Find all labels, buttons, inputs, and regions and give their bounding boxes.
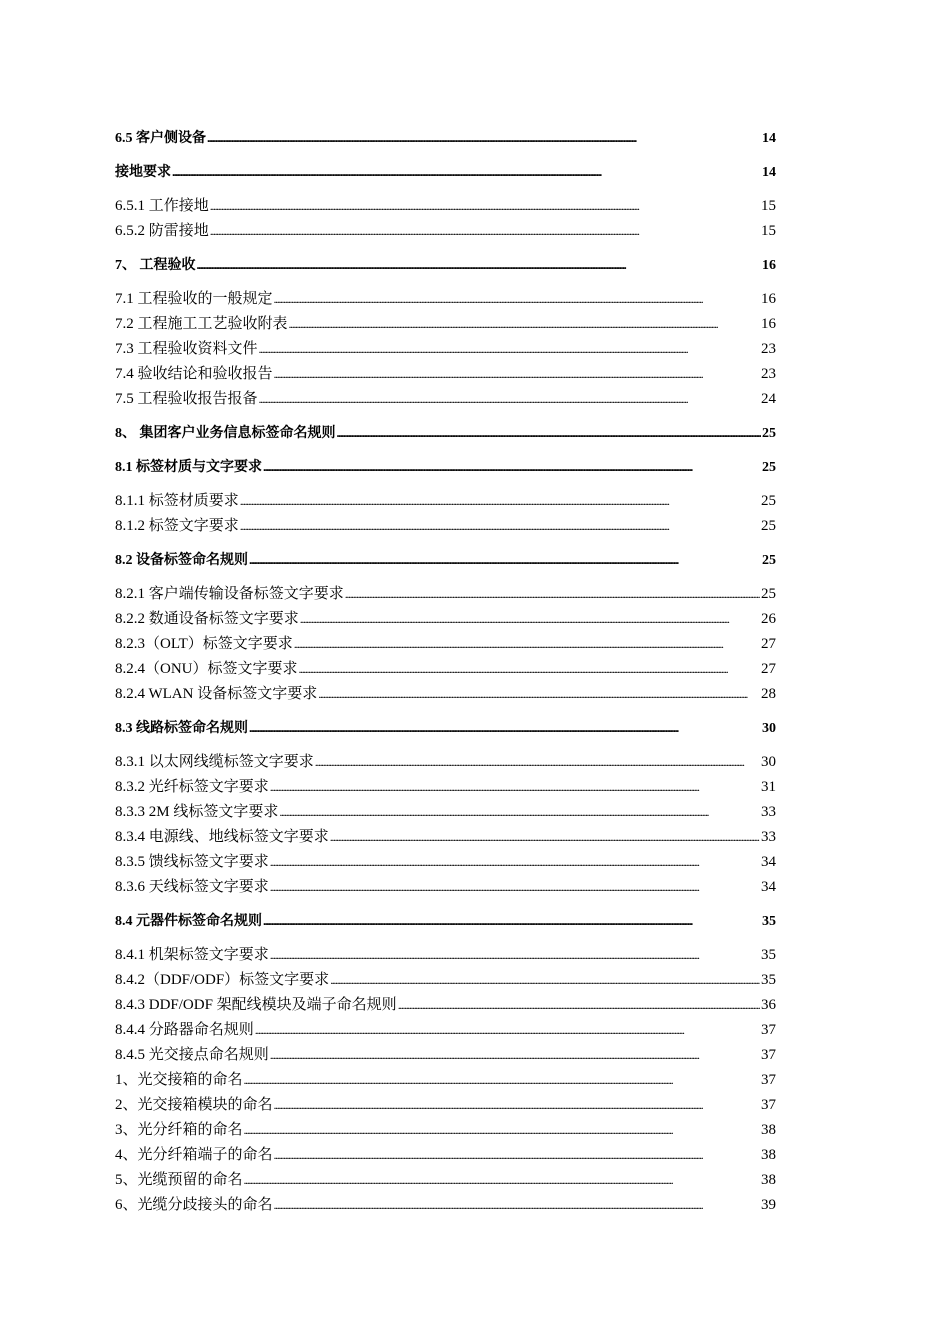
toc-entry-title: 6.5 客户侧设备 bbox=[115, 131, 206, 146]
toc-entry[interactable] bbox=[115, 362, 776, 387]
toc-entry-page-number: 37 bbox=[761, 1047, 776, 1063]
toc-leader-dots bbox=[259, 387, 760, 412]
toc-entry-page-number: 34 bbox=[761, 854, 776, 870]
toc-entry[interactable] bbox=[115, 1168, 776, 1193]
toc-entry-page-number: 16 bbox=[761, 316, 776, 332]
toc-entry-title: 8.1.2 标签文字要求 bbox=[115, 518, 239, 534]
toc-entry-page-number: 27 bbox=[761, 636, 776, 652]
toc-leader-dots bbox=[274, 1193, 760, 1218]
toc-entry[interactable] bbox=[115, 1018, 776, 1043]
toc-entry-title: 3、光分纤箱的命名 bbox=[115, 1122, 243, 1138]
toc-leader-dots bbox=[210, 194, 760, 219]
toc-entry[interactable] bbox=[115, 909, 776, 934]
toc-leader-dots bbox=[197, 253, 762, 278]
toc-entry[interactable] bbox=[115, 582, 776, 607]
toc-entry-page-number: 37 bbox=[761, 1072, 776, 1088]
toc-entry[interactable] bbox=[115, 337, 776, 362]
toc-entry[interactable] bbox=[115, 1093, 776, 1118]
toc-entry-page-number: 35 bbox=[762, 914, 776, 929]
toc-entry[interactable] bbox=[115, 548, 776, 573]
toc-entry-title: 7.4 验收结论和验收报告 bbox=[115, 366, 273, 382]
toc-entry[interactable] bbox=[115, 968, 776, 993]
toc-entry-title: 8.2.4 WLAN 设备标签文字要求 bbox=[115, 686, 318, 702]
toc-entry-title: 8.1 标签材质与文字要求 bbox=[115, 460, 262, 475]
toc-leader-dots bbox=[263, 455, 761, 480]
toc-entry-title: 8.4.2（DDF/ODF）标签文字要求 bbox=[115, 972, 330, 988]
toc-entry[interactable] bbox=[115, 312, 776, 337]
toc-leader-dots bbox=[337, 421, 762, 446]
toc-leader-dots bbox=[244, 1118, 760, 1143]
toc-entry[interactable] bbox=[115, 632, 776, 657]
toc-entry-page-number: 23 bbox=[761, 341, 776, 357]
toc-entry[interactable] bbox=[115, 1068, 776, 1093]
toc-entry[interactable] bbox=[115, 1043, 776, 1068]
toc-entry[interactable] bbox=[115, 126, 776, 151]
toc-entry-page-number: 26 bbox=[761, 611, 776, 627]
toc-entry-title: 2、光交接箱模块的命名 bbox=[115, 1097, 273, 1113]
toc-entry-page-number: 38 bbox=[761, 1172, 776, 1188]
toc-entry-title: 8.2.3（OLT）标签文字要求 bbox=[115, 636, 293, 652]
toc-entry-title: 7.5 工程验收报告报备 bbox=[115, 391, 258, 407]
toc-entry-page-number: 34 bbox=[761, 879, 776, 895]
toc-entry-page-number: 14 bbox=[762, 131, 776, 146]
toc-entry-title: 8.2 设备标签命名规则 bbox=[115, 553, 248, 568]
toc-entry-page-number: 14 bbox=[762, 165, 776, 180]
toc-leader-dots bbox=[274, 1143, 760, 1168]
toc-entry-page-number: 16 bbox=[762, 258, 776, 273]
toc-leader-dots bbox=[300, 607, 760, 632]
toc-entry[interactable] bbox=[115, 943, 776, 968]
toc-entry-title: 8.4.1 机架标签文字要求 bbox=[115, 947, 269, 963]
toc-entry[interactable] bbox=[115, 514, 776, 539]
toc-leader-dots bbox=[270, 1043, 760, 1068]
toc-entry-page-number: 38 bbox=[761, 1122, 776, 1138]
toc-entry-title: 8、 集团客户业务信息标签命名规则 bbox=[115, 426, 336, 441]
toc-entry[interactable] bbox=[115, 657, 776, 682]
toc-leader-dots bbox=[270, 775, 760, 800]
toc-leader-dots bbox=[270, 875, 760, 900]
toc-entry[interactable] bbox=[115, 750, 776, 775]
toc-entry-page-number: 35 bbox=[761, 972, 776, 988]
toc-entry[interactable] bbox=[115, 219, 776, 244]
toc-entry-title: 8.4.5 光交接点命名规则 bbox=[115, 1047, 269, 1063]
toc-entry-title: 8.4 元器件标签命名规则 bbox=[115, 914, 262, 929]
toc-entry-title: 8.3.3 2M 线标签文字要求 bbox=[115, 804, 279, 820]
toc-entry[interactable] bbox=[115, 160, 776, 185]
toc-entry[interactable] bbox=[115, 716, 776, 741]
toc-entry-page-number: 30 bbox=[761, 754, 776, 770]
toc-leader-dots bbox=[299, 657, 761, 682]
toc-entry-page-number: 25 bbox=[761, 493, 776, 509]
toc-entry-page-number: 33 bbox=[761, 829, 776, 845]
toc-entry-title: 8.3.2 光纤标签文字要求 bbox=[115, 779, 269, 795]
toc-entry-title: 7、 工程验收 bbox=[115, 258, 196, 273]
toc-leader-dots bbox=[294, 632, 760, 657]
toc-entry-title: 8.2.1 客户端传输设备标签文字要求 bbox=[115, 586, 344, 602]
toc-entry-title: 6.5.2 防雷接地 bbox=[115, 223, 209, 239]
toc-leader-dots bbox=[172, 160, 761, 185]
toc-leader-dots bbox=[210, 219, 760, 244]
toc-leader-dots bbox=[259, 337, 760, 362]
toc-entry-page-number: 38 bbox=[761, 1147, 776, 1163]
toc-leader-dots bbox=[330, 825, 760, 850]
toc-entry[interactable] bbox=[115, 253, 776, 278]
toc-entry-page-number: 33 bbox=[761, 804, 776, 820]
toc-entry[interactable] bbox=[115, 993, 776, 1018]
toc-entry[interactable] bbox=[115, 287, 776, 312]
toc-entry-page-number: 37 bbox=[761, 1097, 776, 1113]
toc-leader-dots bbox=[207, 126, 761, 151]
toc-entry[interactable] bbox=[115, 607, 776, 632]
toc-entry[interactable] bbox=[115, 825, 776, 850]
toc-entry-title: 8.1.1 标签材质要求 bbox=[115, 493, 239, 509]
toc-leader-dots bbox=[255, 1018, 760, 1043]
toc-entry-page-number: 30 bbox=[762, 721, 776, 736]
toc-entry-page-number: 25 bbox=[762, 426, 776, 441]
toc-leader-dots bbox=[244, 1068, 760, 1093]
toc-entry[interactable] bbox=[115, 1143, 776, 1168]
toc-entry-title: 4、光分纤箱端子的命名 bbox=[115, 1147, 273, 1163]
toc-entry-title: 7.3 工程验收资料文件 bbox=[115, 341, 258, 357]
toc-entry-title: 6、光缆分歧接头的命名 bbox=[115, 1197, 273, 1213]
toc-leader-dots bbox=[274, 287, 760, 312]
toc-entry-title: 8.2.4（ONU）标签文字要求 bbox=[115, 661, 298, 677]
toc-entry-title: 7.2 工程施工工艺验收附表 bbox=[115, 316, 288, 332]
toc-entry-page-number: 39 bbox=[761, 1197, 776, 1213]
toc-entry-page-number: 15 bbox=[761, 223, 776, 239]
toc-entry-title: 接地要求 bbox=[115, 165, 171, 180]
toc-entry-page-number: 28 bbox=[761, 686, 776, 702]
table-of-contents bbox=[115, 126, 776, 1218]
toc-leader-dots bbox=[274, 1093, 760, 1118]
toc-entry[interactable] bbox=[115, 1193, 776, 1218]
toc-entry-page-number: 16 bbox=[761, 291, 776, 307]
toc-leader-dots bbox=[263, 909, 761, 934]
toc-entry-page-number: 25 bbox=[761, 586, 776, 602]
toc-leader-dots bbox=[240, 489, 760, 514]
toc-leader-dots bbox=[240, 514, 760, 539]
toc-entry[interactable] bbox=[115, 489, 776, 514]
toc-entry-page-number: 25 bbox=[761, 518, 776, 534]
toc-entry-title: 8.3.6 天线标签文字要求 bbox=[115, 879, 269, 895]
toc-entry-title: 8.4.4 分路器命名规则 bbox=[115, 1022, 254, 1038]
toc-entry-title: 8.4.3 DDF/ODF 架配线模块及端子命名规则 bbox=[115, 997, 397, 1013]
toc-leader-dots bbox=[270, 943, 760, 968]
toc-entry[interactable] bbox=[115, 875, 776, 900]
toc-entry-title: 1、光交接箱的命名 bbox=[115, 1072, 243, 1088]
toc-leader-dots bbox=[249, 716, 761, 741]
toc-entry-page-number: 15 bbox=[761, 198, 776, 214]
toc-entry-title: 8.3 线路标签命名规则 bbox=[115, 721, 248, 736]
toc-leader-dots bbox=[345, 582, 760, 607]
toc-entry-page-number: 37 bbox=[761, 1022, 776, 1038]
toc-leader-dots bbox=[249, 548, 761, 573]
toc-entry-title: 8.2.2 数通设备标签文字要求 bbox=[115, 611, 299, 627]
toc-entry-title: 7.1 工程验收的一般规定 bbox=[115, 291, 273, 307]
toc-entry[interactable] bbox=[115, 775, 776, 800]
toc-entry-title: 8.3.5 馈线标签文字要求 bbox=[115, 854, 269, 870]
toc-entry[interactable] bbox=[115, 194, 776, 219]
toc-leader-dots bbox=[274, 362, 760, 387]
toc-entry[interactable] bbox=[115, 682, 776, 707]
toc-leader-dots bbox=[398, 993, 760, 1018]
toc-entry-page-number: 36 bbox=[761, 997, 776, 1013]
toc-entry-page-number: 24 bbox=[761, 391, 776, 407]
toc-entry[interactable] bbox=[115, 455, 776, 480]
toc-entry-title: 5、光缆预留的命名 bbox=[115, 1172, 243, 1188]
toc-entry[interactable] bbox=[115, 1118, 776, 1143]
toc-entry-page-number: 25 bbox=[762, 553, 776, 568]
toc-entry-page-number: 23 bbox=[761, 366, 776, 382]
toc-entry-page-number: 27 bbox=[761, 661, 776, 677]
toc-entry-page-number: 31 bbox=[761, 779, 776, 795]
toc-entry-title: 8.3.1 以太网线缆标签文字要求 bbox=[115, 754, 314, 770]
toc-entry[interactable] bbox=[115, 387, 776, 412]
toc-entry-page-number: 35 bbox=[761, 947, 776, 963]
toc-entry-page-number: 25 bbox=[762, 460, 776, 475]
toc-entry-title: 6.5.1 工作接地 bbox=[115, 198, 209, 214]
toc-leader-dots bbox=[315, 750, 760, 775]
toc-entry-title: 8.3.4 电源线、地线标签文字要求 bbox=[115, 829, 329, 845]
toc-leader-dots bbox=[330, 968, 760, 993]
toc-leader-dots bbox=[279, 800, 760, 825]
toc-leader-dots bbox=[318, 682, 760, 707]
toc-entry[interactable] bbox=[115, 850, 776, 875]
toc-leader-dots bbox=[270, 850, 760, 875]
toc-leader-dots bbox=[289, 312, 760, 337]
toc-entry[interactable] bbox=[115, 421, 776, 446]
toc-entry[interactable] bbox=[115, 800, 776, 825]
toc-leader-dots bbox=[244, 1168, 760, 1193]
